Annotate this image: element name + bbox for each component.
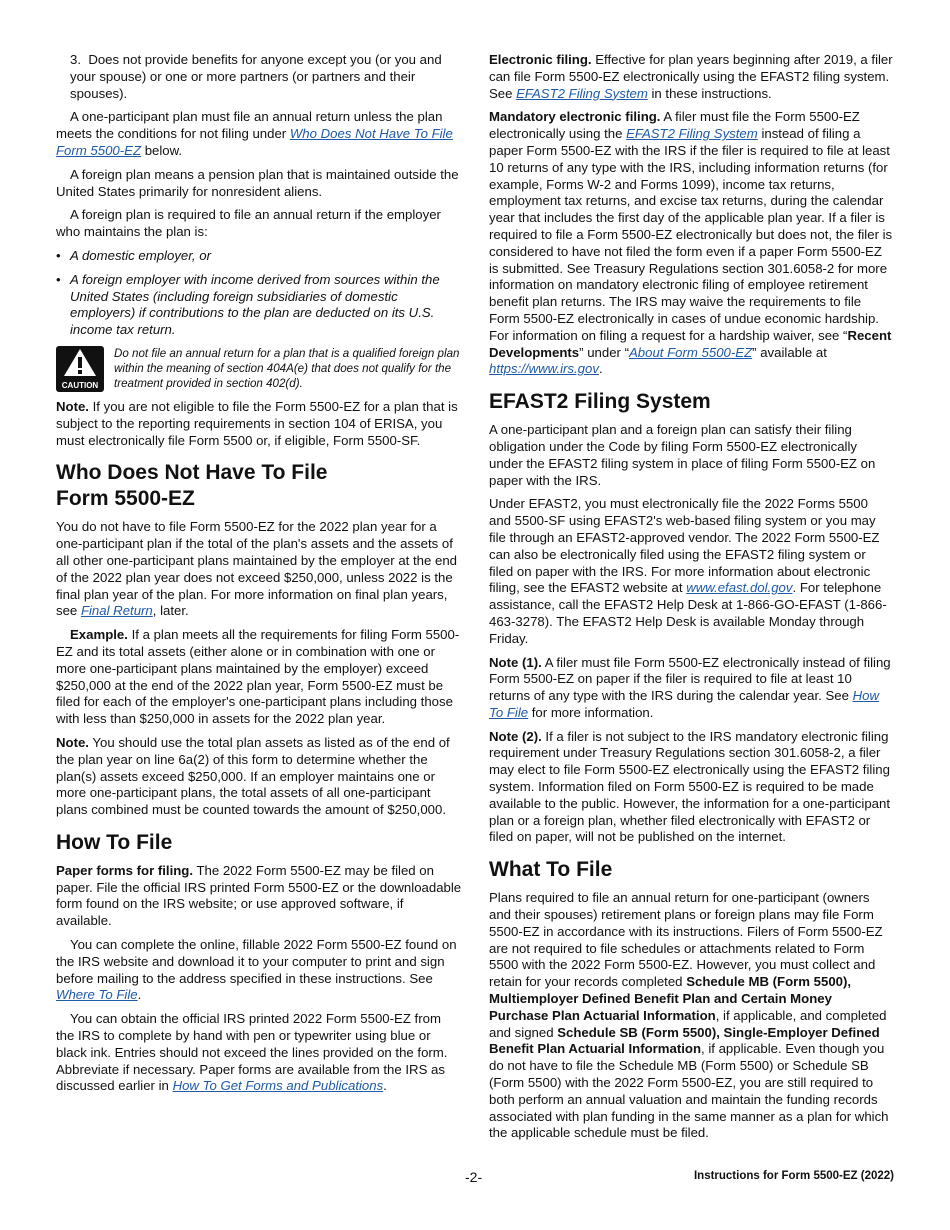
how-to-get-forms-link[interactable]: How To Get Forms and Publications xyxy=(172,1078,384,1094)
page-number: -2- xyxy=(465,1169,483,1185)
efast-website-link[interactable]: www.efast.dol.gov xyxy=(686,580,793,596)
what-to-file-paragraph: Plans required to file an annual return for one-participant (owners and their spouses) retirement plans or foreign plans may file Form 5500-EZ in accordance with its instructions. Filers of Form 5500-EZ are not required to file schedules or attachments related to Form 5500 with the 2022 Form 5500-EZ. However, you must collect and retain for your records completed Schedule MB (Form 5500), Multiemployer Defined Benefit Plan and Certain Money Purchase Plan Actuarial Information, if applicable, and completed and signed Schedule SB (Form 5500), Single-Employer Defined Benefit Plan Actuarial Information, if applicable. Even though you do not have to file the Schedule MB (Form 5500) or Schedule SB (Form 5500) with the 2022 Form 5500-EZ, you are still required to both perform an annual valuation and maintain the funding records associated with plan funding in the same manner as a plan for which the applicable schedule must be filed. xyxy=(489,890,889,1141)
paper-forms-paragraph: Paper forms for filing. The 2022 Form 5500-EZ may be filed on paper. File the official IRS printed Form 5500-EZ or the downloadable form found on the IRS website; or use approved software, if available. xyxy=(56,862,462,929)
note-paragraph: Note (2). If a filer is not subject to the IRS mandatory electronic filing requirement under Treasury Regulations section 301.6058-2, a filer may elect to file Form 5500-EZ electronically using the EFAST2 filing system. Information filed on Form 5500-EZ is required to be made available to the public. However, the information for a one-participant plan or a foreign plan, whether filed electronically with EFAST2 or filed on paper, will not be published on the internet. xyxy=(489,728,890,845)
section-heading-what-to-file: What To File xyxy=(489,858,613,882)
section-heading-who-does-not-file: Who Does Not Have To File Form 5500-EZ xyxy=(56,461,328,511)
irs-website-link[interactable]: https://www.irs.gov xyxy=(489,361,599,377)
who-does-not-have-to-file-link[interactable]: Who Does Not Have To File Form 5500-EZ xyxy=(56,126,453,158)
note-paragraph: Note. You should use the total plan assets as listed as of the end of the plan year on line 6a(2) of this form to determine whether the plan(s) assets exceed $250,000. If an employer maintains one or more one-participant plans, the total assets of all one-participant plans combined must be counted towards the amount of $250,000. xyxy=(56,734,450,818)
section-heading-how-to-file: How To File xyxy=(56,830,173,854)
caution-box xyxy=(56,346,462,392)
who-paragraph: You do not have to file Form 5500-EZ for the 2022 plan year for a one-participant plan if the total of the plan's assets and the assets of all other one-participant plans maintained by the employer at the end of the 2022 plan year does not exceed $250,000, unless 2022 is the final plan year of the plan. For more information on final plan years, see Final Return, later. xyxy=(56,519,458,619)
where-to-file-link[interactable]: Where To File xyxy=(56,987,138,1003)
electronic-filing-paragraph: Electronic filing. Effective for plan years beginning after 2019, a filer can file Form 5500-EZ electronically using the EFAST2 filing system. See EFAST2 Filing System in these instructions. xyxy=(489,52,893,101)
list-item: • A domestic employer, or xyxy=(56,247,211,263)
efast2-filing-system-link[interactable]: EFAST2 Filing System xyxy=(626,126,758,142)
note-paragraph: Note. If you are not eligible to file the Form 5500-EZ for a plan that is subject to the reporting requirements in section 104 of ERISA, you must electronically file Form 5500 or, if eligible, Form 5500-SF. xyxy=(56,398,458,448)
page-footer xyxy=(0,1169,950,1189)
efast2-filing-system-link[interactable]: EFAST2 Filing System xyxy=(516,85,648,101)
final-return-link[interactable]: Final Return xyxy=(80,603,153,619)
list-item-3: 3. Does not provide benefits for anyone except you (or you and your spouse) or one or more partners (or partners and their spouses). xyxy=(70,52,442,101)
about-form-link[interactable]: About Form 5500-EZ xyxy=(629,344,753,360)
note-paragraph: Note (1). A filer must file Form 5500-EZ electronically instead of filing Form 5500-EZ on paper if the filer is required to file at least 10 returns of any type with the IRS during the calendar year. See How To File for more information. xyxy=(489,654,891,720)
foreign-required-paragraph: A foreign plan is required to file an annual return if the employer who maintains the plan is: xyxy=(56,207,441,240)
section-heading-efast2: EFAST2 Filing System xyxy=(489,390,711,414)
mandatory-electronic-filing-paragraph: Mandatory electronic filing. A filer must file the Form 5500-EZ electronically using the EFAST2 Filing System instead of filing a paper Form 5500-EZ with the IRS if the filer is required to file at least 10 returns of any type with the IRS, including information returns (for example, Forms W-2 and Forms 1099), income tax returns, employment tax returns, and excise tax returns, during the calendar year that includes the first day of the applicable plan year. If a filer is required to file a Form 5500-EZ electronically but does not, the filer is considered to have not filed the form even if a paper Form 5500-EZ is submitted. See Treasury Regulations section 301.6058-2 for more information on mandatory electronic filing of employee retirement benefit plan returns. The IRS may waive the requirements to file Form 5500-EZ electronically in cases of undue economic hardship. For information on filing a request for a hardship waiver, see “Recent Developments” under “About Form 5500-EZ” available at https://www.irs.gov. xyxy=(489,109,893,377)
fillable-paragraph: You can complete the online, fillable 2022 Form 5500-EZ found on the IRS website and download it to your computer to print and sign before mailing to the address specified in these instructions. See Where To File. xyxy=(56,937,457,1003)
efast2-paragraph: A one-participant plan and a foreign plan can satisfy their filing obligation under the Code by filing Form 5500-EZ electronically under the EFAST2 filing system in place of filing Form 5500-EZ on paper with the IRS. xyxy=(489,422,876,488)
foreign-plan-paragraph: A foreign plan means a pension plan that is maintained outside the United States primarily for nonresident aliens. xyxy=(56,166,459,199)
obtain-paragraph: You can obtain the official IRS printed 2022 Form 5500-EZ from the IRS to complete by hand with pen or typewriter using blue or black ink. Entries should not exceed the lines provided on the form. Abbreviate if necessary. Paper forms are available from the IRS as discussed earlier in How To Get Forms and Publications. xyxy=(56,1011,448,1094)
one-participant-paragraph: A one-participant plan must file an annual return unless the plan meets the conditions for not filing under Who Does Not Have To File Form 5500-EZ below. xyxy=(56,109,453,158)
how-to-file-link[interactable]: How To File xyxy=(489,688,879,720)
caution-text: Do not file an annual return for a plan that is a qualified foreign plan within the meaning of section 404A(e) that does not qualify for the treatment provided in section 402(d). xyxy=(114,346,460,391)
efast2-paragraph: Under EFAST2, you must electronically file the 2022 Forms 5500 and 5500-SF using EFAST2's web-based filing system or you may file through an EFAST2-approved vendor. The 2022 Form 5500-EZ can also be electronically filed using the EFAST2 filing system or filed on paper with the IRS. For more information about electronic filing, see the EFAST2 website at www.efast.dol.gov. For telephone assistance, call the EFAST2 Help Desk at 1-866-GO-EFAST (1-866-463-3278). The EFAST2 Help Desk is available Monday through Friday. xyxy=(489,496,887,646)
left-column xyxy=(56,52,462,1102)
list-item: • A foreign employer with income derived from sources within the United States (including foreign subsidiaries of domestic employers) if contributions to the plan are deducted on its U.S. income tax return. xyxy=(56,271,440,338)
caution-label: CAUTION xyxy=(61,380,99,390)
example-paragraph: Example. If a plan meets all the requirements for filing Form 5500-EZ and its total assets (either alone or in combination with one or more one-participant plans maintained by the employer) exceed $250,000 at the end of the 2022 plan year, Form 5500-EZ must be filed for each of the employer's one-participant plans including those with less than $250,000 in assets for the 2022 plan year. xyxy=(56,627,460,727)
caution-icon xyxy=(56,346,104,392)
footer-title: Instructions for Form 5500-EZ (2022) xyxy=(693,1170,894,1182)
right-column xyxy=(489,52,893,1149)
